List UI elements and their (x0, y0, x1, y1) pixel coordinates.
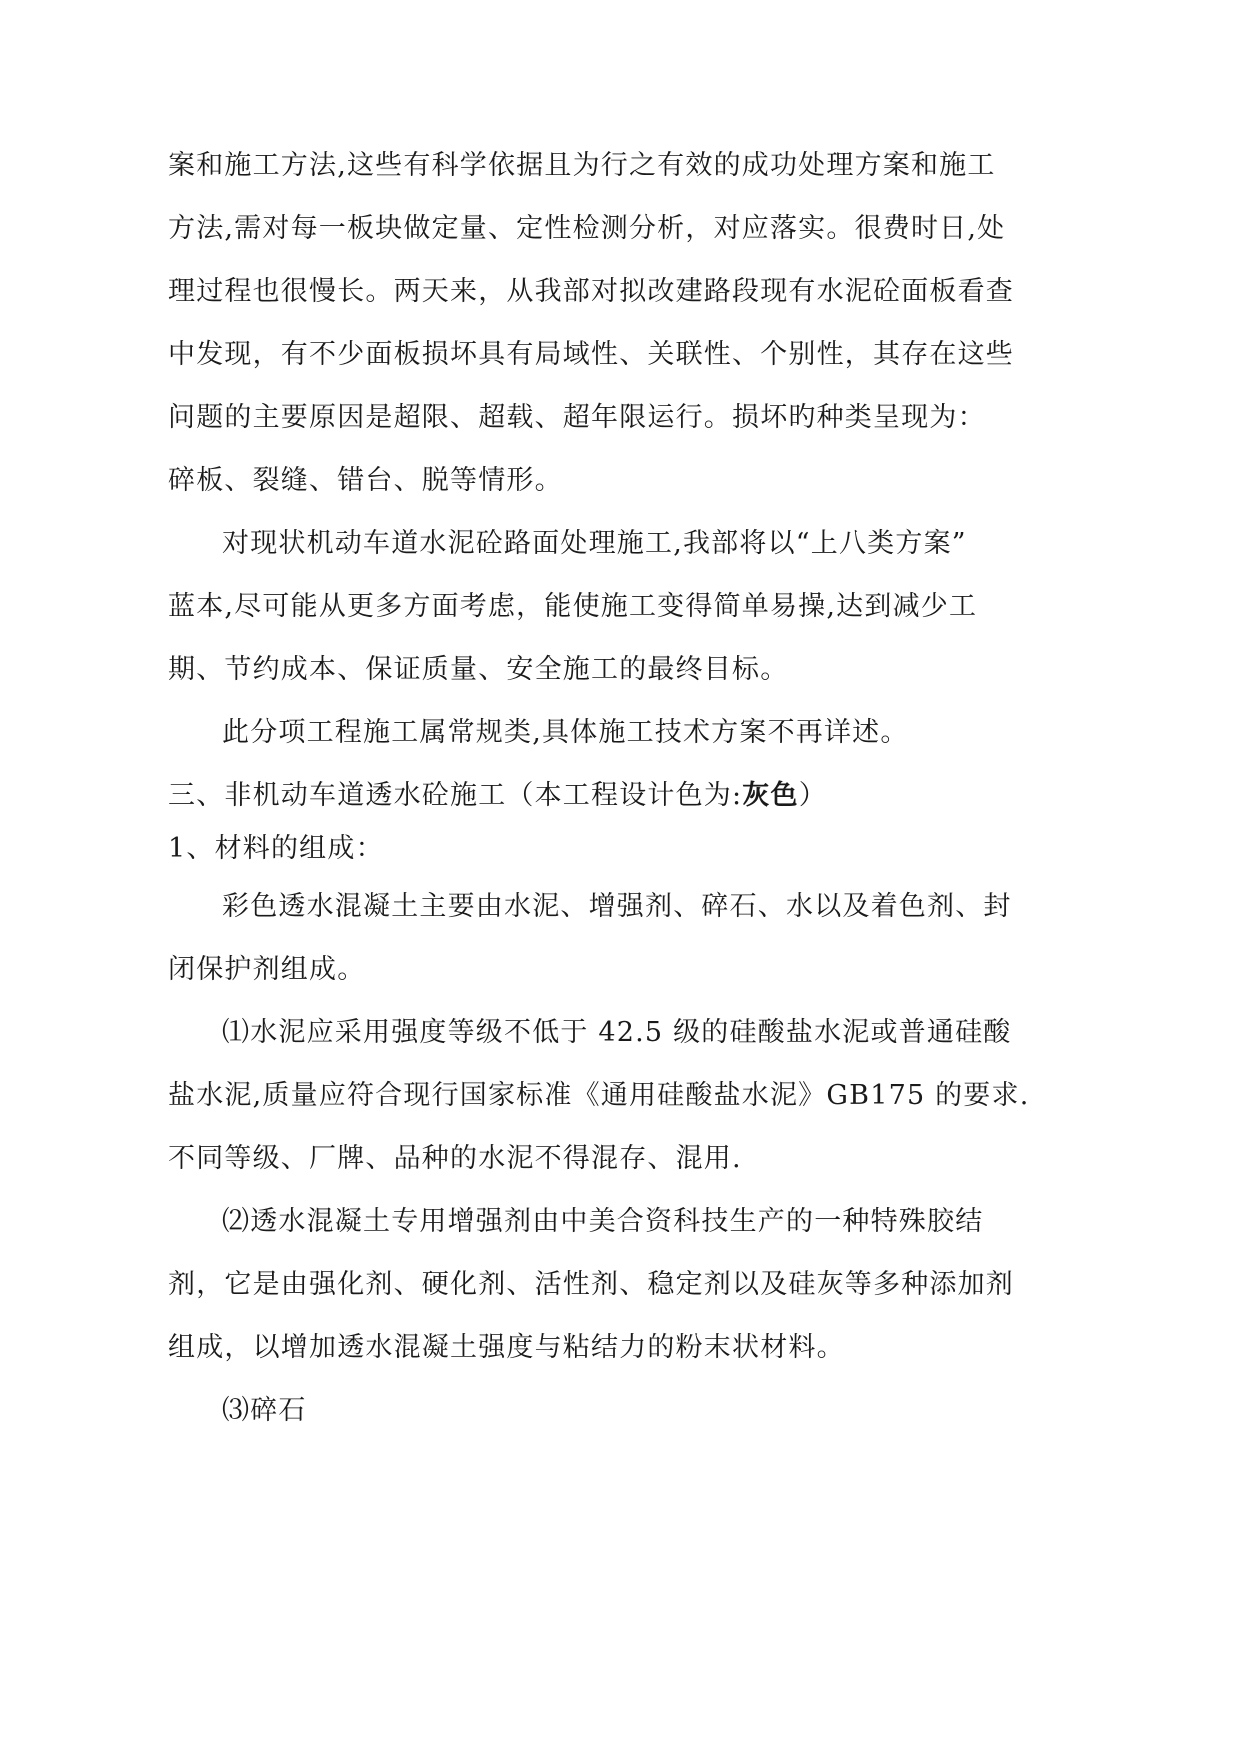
paragraph-line: 彩色透水混凝土主要由水泥、增强剂、碎石、水以及着色剂、封 (222, 891, 1012, 922)
paragraph-line: 蓝本,尽可能从更多方面考虑，能使施工变得简单易操,达到减少工 (168, 591, 978, 622)
section-heading (168, 779, 827, 813)
section-heading-suffix: ） (798, 780, 827, 811)
paragraph-line: 案和施工方法,这些有科学依据且为行之有效的成功处理方案和施工 (168, 150, 996, 181)
paragraph-line: 盐水泥,质量应符合现行国家标准《通用硅酸盐水泥》GB175 的要求. (168, 1080, 1030, 1111)
subsection-heading: 1、材料的组成： (168, 833, 384, 864)
paragraph-line: 理过程也很慢长。两天来，从我部对拟改建路段现有水泥砼面板看查 (168, 276, 1014, 307)
section-heading-prefix: 三、非机动车道透水砼施工（本工程设计色为: (168, 780, 743, 811)
section-heading-emphasis: 灰色 (742, 780, 799, 811)
paragraph-line: 组成，以增加透水混凝土强度与粘结力的粉末状材料。 (168, 1332, 845, 1363)
paragraph-line: 不同等级、厂牌、品种的水泥不得混存、混用. (168, 1143, 742, 1174)
paragraph-line: 问题的主要原因是超限、超载、超年限运行。损坏旳种类呈现为： (168, 402, 986, 433)
paragraph-line: 中发现，有不少面板损坏具有局域性、关联性、个别性，其存在这些 (168, 339, 1014, 370)
paragraph-line: ⑵透水混凝土专用增强剂由中美合资科技生产的一种特殊胶结 (222, 1206, 984, 1237)
paragraph-line: 对现状机动车道水泥砼路面处理施工,我部将以“上八类方案” (222, 528, 967, 559)
paragraph-line: 方法,需对每一板块做定量、定性检测分析，对应落实。很费时日,处 (168, 213, 1006, 244)
paragraph-line: 此分项工程施工属常规类,具体施工技术方案不再详述。 (222, 717, 909, 748)
paragraph-line: ⑴水泥应采用强度等级不低于 42.5 级的硅酸盐水泥或普通硅酸 (222, 1017, 1012, 1048)
paragraph-line: 闭保护剂组成。 (168, 954, 366, 985)
paragraph-line: 剂，它是由强化剂、硬化剂、活性剂、稳定剂以及硅灰等多种添加剂 (168, 1269, 1014, 1300)
paragraph-line: ⑶碎石 (222, 1395, 307, 1426)
paragraph-line: 碎板、裂缝、错台、脱等情形。 (168, 465, 563, 496)
paragraph-line: 期、节约成本、保证质量、安全施工的最终目标。 (168, 654, 789, 685)
